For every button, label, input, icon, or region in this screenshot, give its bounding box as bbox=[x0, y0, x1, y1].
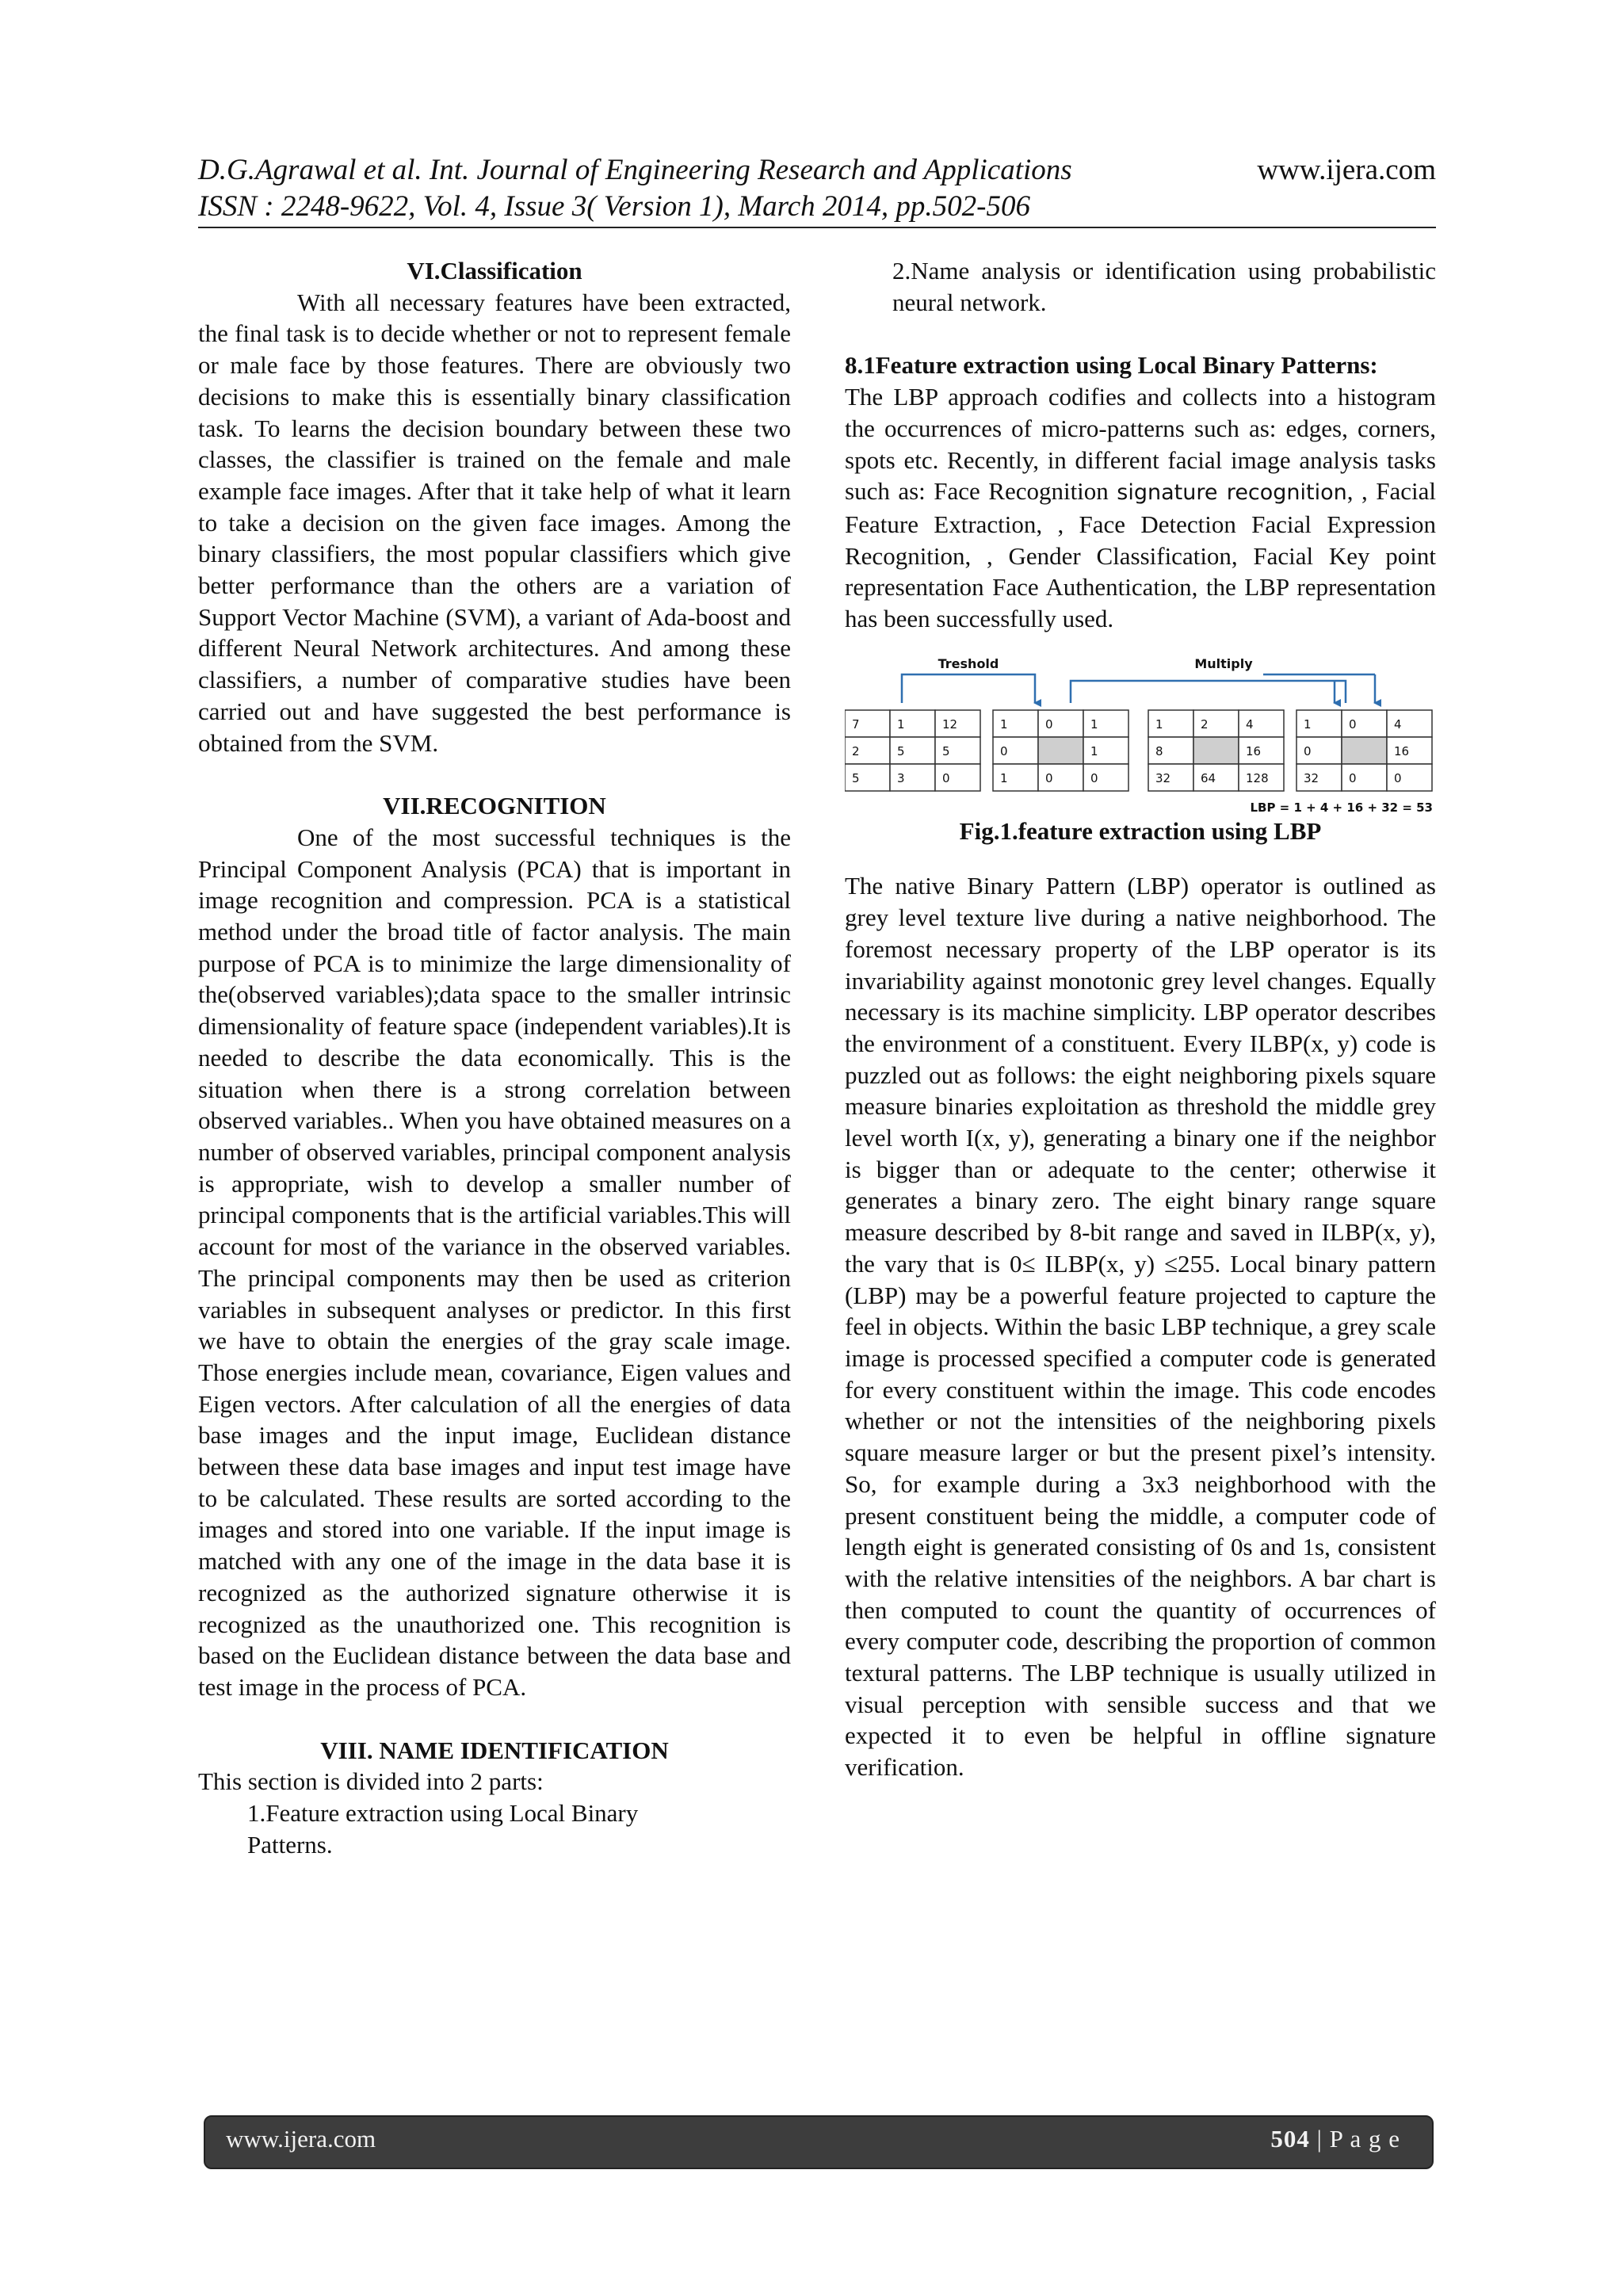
grid-2-value: 1 bbox=[1090, 743, 1098, 758]
grid-1-value: 5 bbox=[897, 743, 905, 758]
lbp-grids bbox=[845, 710, 1432, 791]
list-item-1 bbox=[247, 1797, 791, 1860]
section-heading-name-identification: VIII. NAME IDENTIFICATION bbox=[320, 1736, 669, 1764]
grid-1-value: 3 bbox=[897, 770, 905, 785]
multiply-bracket-line bbox=[1071, 681, 1346, 703]
grid-4-value: 0 bbox=[1349, 716, 1357, 732]
list-item-1-line2: Patterns. bbox=[247, 1830, 333, 1859]
grid-2-value: 1 bbox=[1000, 770, 1008, 785]
list-item-2: 2.Name analysis or identification using probabilistic neural network. bbox=[892, 257, 1436, 316]
figure-caption: Fig.1.feature extraction using LBP bbox=[959, 816, 1322, 845]
grid-4-value: 32 bbox=[1304, 770, 1319, 785]
lbp-paragraph-1-part-a: The LBP approach codifies and collects into a histogram the occurrences of micro-patterns such as: edges, corners, spots etc. Recently, in different facial image analysis tasks such as: Face Recognition bbox=[845, 383, 1436, 506]
grid-2-value: 0 bbox=[1045, 716, 1053, 732]
header-rule bbox=[198, 227, 1436, 228]
footer-page-number bbox=[1270, 2125, 1400, 2153]
list-item-1-line1: 1.Feature extraction using Local Binary bbox=[247, 1799, 639, 1828]
lbp-paragraph-1-part-b: , , Facial Feature Extraction, , Face Detection Facial Expression Recognition, , Gender Classification, Facial Key point representation Face Authentication, the LBP representation has been successfully used. bbox=[845, 477, 1437, 633]
grid-3-value: 1 bbox=[1155, 716, 1163, 732]
grid-2-value: 1 bbox=[1090, 716, 1098, 732]
grid-3-value: 32 bbox=[1155, 770, 1171, 785]
name-identification-intro: This section is divided into 2 parts: bbox=[198, 1767, 544, 1796]
threshold-label: Treshold bbox=[938, 655, 999, 671]
grid-3-value: 64 bbox=[1201, 770, 1216, 785]
grid-3-value: 2 bbox=[1201, 716, 1209, 732]
recognition-paragraph: One of the most successful techniques is the Principal Component Analysis (PCA) that is important in image recognition and compression. PCA is a statistical method under the broad title of factor analysis. The main purpose of PCA is to minimize the large dimensionality of the(observed variables);data space to the smaller intrinsic dimensionality of feature space (independent variables).It is needed to describe the data economically. This is the situation when there is a strong correlation between observed variables.. When you have obtained measures on a number of observed variables, principal component analysis is appropriate, wish to develop a smaller number of principal components that is the artificial variables.This will account for most of the variance in the observed variables. The principal components may then be used as criterion variables in subsequent analyses or predictor. In this first we have to obtain the energies of the gray scale image. Those energies include mean, covariance, Eigen values and Eigen vectors. After calculation of all the energies of data base images and the input image, Euclidean distance between these data base images and input test image have to be calculated. These results are sorted according to the images and stored into one variable. If the input image is matched with any one of the image in the data base it is recognized as the authorized signature otherwise it is recognized as the unauthorized one. This recognition is based on the Euclidean distance between the data base and test image in the process of PCA. bbox=[198, 823, 791, 1701]
grid-2-value: 0 bbox=[1000, 743, 1008, 758]
grid-1-value: 7 bbox=[852, 716, 860, 732]
grid-4-value: 0 bbox=[1349, 770, 1357, 785]
issn-line: ISSN : 2248-9622, Vol. 4, Issue 3( Version 1), March 2014, pp.502-506 bbox=[198, 190, 1030, 223]
grid-3-value: 16 bbox=[1246, 743, 1262, 758]
left-column bbox=[198, 255, 791, 1860]
grid-2-cell bbox=[1038, 737, 1083, 764]
lbp-paragraph-1 bbox=[845, 381, 1436, 635]
header-website: www.ijera.com bbox=[1257, 154, 1436, 186]
lbp-figure bbox=[845, 649, 1436, 816]
grid-1-value: 0 bbox=[942, 770, 950, 785]
grid-2-value: 0 bbox=[1090, 770, 1098, 785]
lbp-diagram bbox=[845, 649, 1436, 816]
grid-2-value: 0 bbox=[1045, 770, 1053, 785]
lbp-paragraph-2: The native Binary Pattern (LBP) operator is outlined as grey level texture live during a native neighborhood. The foremost necessary property of the LBP operator is its invariability against monotonic grey level changes. Equally necessary is its machine simplicity. LBP operator describes the environment of a constituent. Every ILBP(x, y) code is puzzled out as follows: the eight neighboring pixels square measure binaries exploitation as threshold the middle grey level worth I(x, y), generating a binary one if the neighbor is bigger than or adequate to the center; otherwise it generates a binary zero. The eight binary range square measure described by 8-bit range and saved in ILBP(x, y), the vary that is 0≤ ILBP(x, y) ≤255. Local binary pattern (LBP) may be a powerful feature projected to capture the feel in objects. Within the basic LBP technique, a grey scale image is processed specified a computer code is generated for every constituent within the image. This code encodes whether or not the intensities of the neighboring pixels square measure larger or but the present pixel’s intensity. So, for example during a 3x3 neighborhood with the present constituent being the middle, a computer code of length eight is generated consisting of 0s and 1s, consistent with the relative intensities of the neighbors. A bar chart is then computed to count the quantity of occurrences of every computer code, describing the proportion of common textural patterns. The LBP technique is usually utilized in visual perception with sensible success and that we expected it to even be helpful in offline signature verification. bbox=[845, 872, 1436, 1782]
journal-citation: D.G.Agrawal et al. Int. Journal of Engineering Research and Applications bbox=[198, 154, 1072, 186]
grid-3-value: 128 bbox=[1246, 770, 1269, 785]
grid-4-cell bbox=[1342, 737, 1387, 764]
grid-1-value: 5 bbox=[852, 770, 860, 785]
grid-1-value: 1 bbox=[897, 716, 905, 732]
grid-1-value: 5 bbox=[942, 743, 950, 758]
grid-4-value: 16 bbox=[1394, 743, 1410, 758]
classification-paragraph: With all necessary features have been extracted, the final task is to decide whether or not to represent female or male face by those features. There are obviously two decisions to make this is essentially binary classification task. To learns the decision boundary between these two classes, the classifier is trained on the female and male example face images. After that it take help of what it learn to take a decision on the given face images. Among the binary classifiers, the most popular classifiers which give better performance than the others are a variation of Support Vector Machine (SVM), a variant of Ada-boost and different Neural Network architectures. And among these classifiers, a number of comparative studies have been carried out and have suggested the best performance is obtained from the SVM. bbox=[198, 288, 791, 757]
lbp-result-label: LBP = 1 + 4 + 16 + 32 = 53 bbox=[1250, 800, 1433, 815]
page-number: 504 bbox=[1270, 2125, 1310, 2153]
multiply-label: Multiply bbox=[1194, 655, 1253, 671]
subsection-heading-lbp: 8.1Feature extraction using Local Binary Patterns: bbox=[845, 351, 1378, 380]
grid-4-value: 1 bbox=[1304, 716, 1312, 732]
section-heading-classification: VI.Classification bbox=[407, 257, 582, 285]
footer-website: www.ijera.com bbox=[226, 2125, 376, 2153]
running-header bbox=[198, 152, 1436, 225]
grid-3-cell bbox=[1193, 737, 1239, 764]
page-label: | P a g e bbox=[1309, 2125, 1400, 2153]
section-heading-recognition: VII.RECOGNITION bbox=[383, 792, 606, 820]
lbp-paragraph-1-signature: signature recognition bbox=[1117, 480, 1347, 506]
right-column bbox=[845, 255, 1436, 1783]
grid-3-value: 8 bbox=[1155, 743, 1163, 758]
grid-2-value: 1 bbox=[1000, 716, 1008, 732]
grid-4-value: 0 bbox=[1394, 770, 1402, 785]
threshold-bracket-line bbox=[902, 674, 1035, 703]
grid-1-value: 2 bbox=[852, 743, 860, 758]
grid-4-value: 0 bbox=[1304, 743, 1312, 758]
grid-3-value: 4 bbox=[1246, 716, 1254, 732]
grid-1-value: 12 bbox=[942, 716, 958, 732]
grid-4-value: 4 bbox=[1394, 716, 1402, 732]
page-footer bbox=[204, 2115, 1434, 2169]
